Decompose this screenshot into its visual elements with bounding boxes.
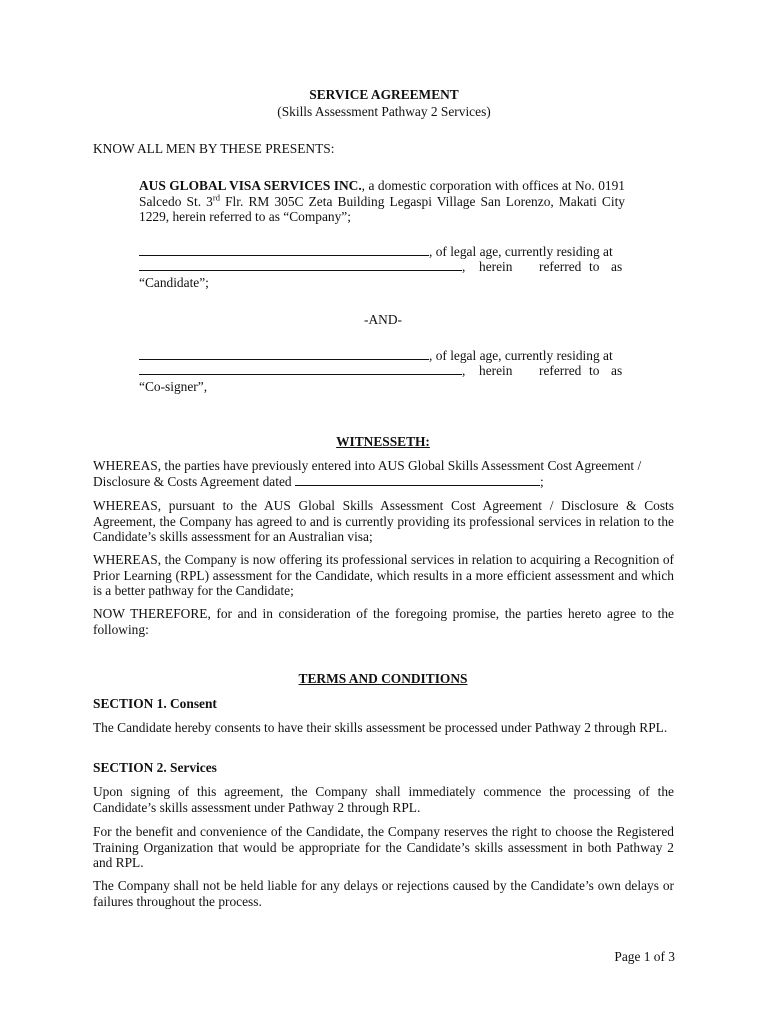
and-separator: -AND- — [364, 312, 402, 327]
section-2-paragraph-2: For the benefit and convenience of the Candidate, the Company reserves the right to choose the Registered Training Organization that would be appropriate for the Candidate’s skills assessment in both Pathway 2 and RPL. — [93, 824, 674, 871]
cosigner-address-blank[interactable] — [139, 363, 462, 375]
cosigner-name-blank[interactable] — [139, 348, 429, 360]
whereas-1-line-2 — [93, 474, 544, 490]
company-sup: rd — [212, 192, 220, 203]
candidate-line-1 — [139, 244, 613, 260]
now-therefore: NOW THEREFORE, for and in consideration of the foregoing promise, the parties hereto agree to the following: — [93, 606, 674, 637]
witnesseth-heading: WITNESSETH: — [336, 434, 430, 449]
whereas-1-line-1: WHEREAS, the parties have previously entered into AUS Global Skills Assessment Cost Agreement / — [93, 458, 642, 473]
candidate-label: “Candidate”; — [139, 275, 209, 290]
cosigner-line-2-text: , — [462, 363, 466, 378]
candidate-line-1-text: , of legal age, currently residing at — [429, 244, 613, 259]
page-number: Page 1 of 3 — [614, 949, 675, 964]
candidate-address-blank[interactable] — [139, 259, 462, 271]
document-title: SERVICE AGREEMENT — [309, 87, 459, 102]
cosigner-line-1 — [139, 348, 613, 364]
agreement-date-blank[interactable] — [295, 474, 540, 486]
cosigner-label: “Co-signer”, — [139, 379, 208, 394]
cosigner-referred: referred — [539, 363, 582, 378]
candidate-line-2 — [139, 259, 625, 275]
cosigner-line-1-text: , of legal age, currently residing at — [429, 348, 613, 363]
company-text-2: Flr. RM 305C Zeta Building Legaspi Village San Lorenzo, Makati City 1229, herein referred to as “Company”; — [139, 193, 626, 225]
opening-line: KNOW ALL MEN BY THESE PRESENTS: — [93, 141, 335, 156]
terms-heading: TERMS AND CONDITIONS — [298, 671, 468, 686]
candidate-line-2-text: , — [462, 259, 466, 274]
candidate-as: as — [611, 259, 623, 274]
section-1-heading: SECTION 1. Consent — [93, 696, 217, 711]
section-2-heading: SECTION 2. Services — [93, 760, 217, 775]
whereas-1-text: Disclosure & Costs Agreement dated — [93, 474, 292, 489]
document-subtitle: (Skills Assessment Pathway 2 Services) — [277, 104, 491, 119]
candidate-referred: referred — [539, 259, 582, 274]
company-name: AUS GLOBAL VISA SERVICES INC. — [139, 178, 362, 193]
cosigner-line-2 — [139, 363, 625, 379]
candidate-to: to — [589, 259, 600, 274]
section-1-body: The Candidate hereby consents to have their skills assessment be processed under Pathway 2 through RPL. — [93, 720, 668, 735]
company-text-1: , a domestic corporation with offices at No. 0191 Salcedo St. 3 — [139, 178, 625, 209]
candidate-herein: herein — [479, 259, 513, 274]
candidate-name-blank[interactable] — [139, 244, 429, 256]
whereas-3: WHEREAS, the Company is now offering its professional services in relation to acquiring a Recognition of Prior Learning (RPL) assessment for the Candidate, which results in a more efficient assessment and which is a better pathway for the Candidate; — [93, 552, 674, 599]
cosigner-to: to — [589, 363, 600, 378]
section-2-paragraph-3: The Company shall not be held liable for any delays or rejections caused by the Candidate’s own delays or failures throughout the process. — [93, 878, 674, 909]
whereas-1-end: ; — [539, 474, 544, 489]
section-2-paragraph-1: Upon signing of this agreement, the Company shall immediately commence the processing of the Candidate’s skills assessment under Pathway 2 through RPL. — [93, 784, 674, 815]
cosigner-as: as — [611, 363, 623, 378]
company-paragraph — [139, 178, 625, 225]
cosigner-herein: herein — [479, 363, 513, 378]
whereas-2: WHEREAS, pursuant to the AUS Global Skills Assessment Cost Agreement / Disclosure & Costs Agreement, the Company has agreed to and is currently providing its professional services in relation to the Candidate’s skills assessment for an Australian visa; — [93, 498, 674, 545]
